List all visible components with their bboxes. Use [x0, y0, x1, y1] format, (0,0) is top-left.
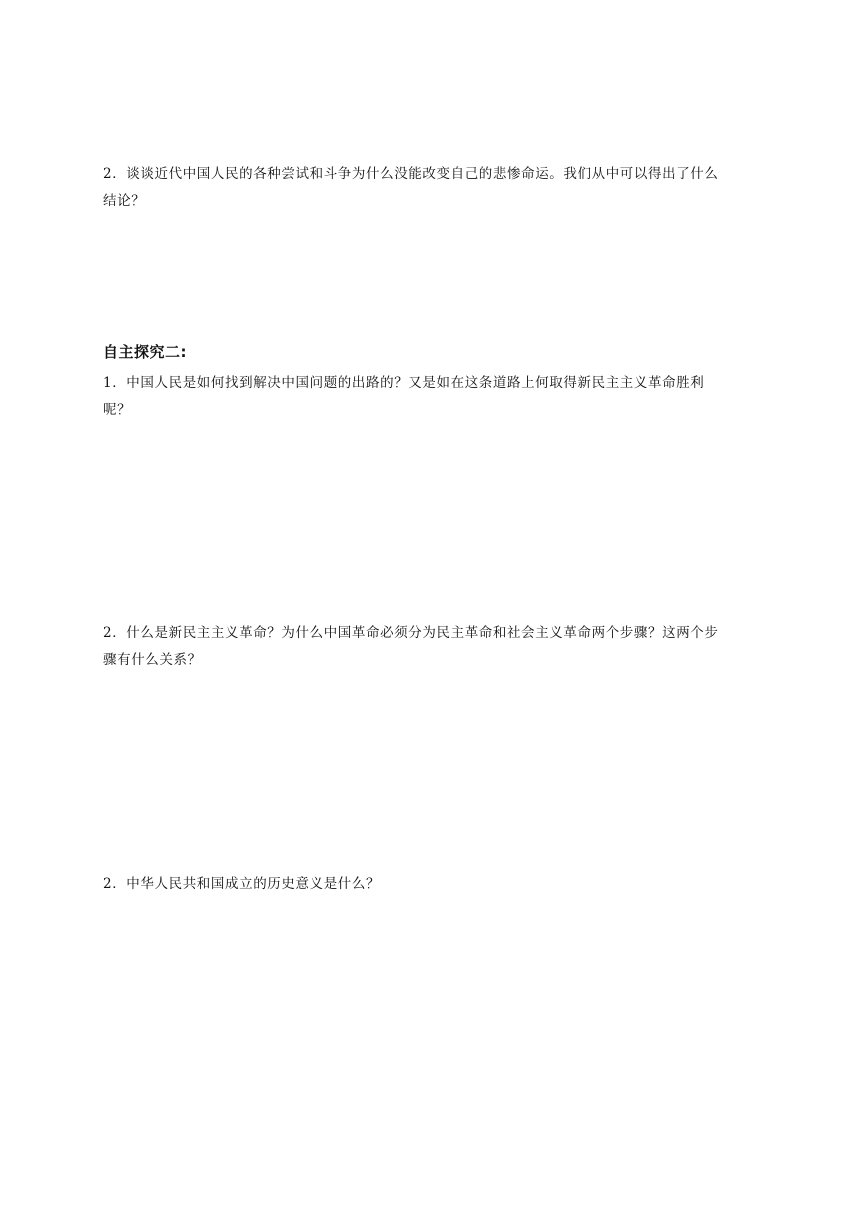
question-c: [103, 620, 763, 674]
question-c-line-2: 骤有什么关系？: [103, 652, 202, 668]
section-heading: 自主探究二:: [103, 343, 187, 361]
question-b: [103, 370, 763, 424]
question-d: [103, 871, 763, 898]
question-b-line-1: 1．中国人民是如何找到解决中国问题的出路的？又是如在这条道路上何取得新民主主义革命胜利: [103, 375, 705, 391]
question-a-line-2: 结论？: [103, 193, 146, 209]
question-a-line-1: 2．谈谈近代中国人民的各种尝试和斗争为什么没能改变自己的悲惨命运。我们从中可以得出了什么: [103, 166, 719, 182]
question-b-line-2: 呢？: [103, 402, 132, 418]
question-d-line-1: 2．中华人民共和国成立的历史意义是什么？: [103, 876, 381, 892]
question-c-line-1: 2．什么是新民主主义革命？为什么中国革命必须分为民主革命和社会主义革命两个步骤？这两个步: [103, 625, 719, 641]
question-a: [103, 161, 763, 215]
